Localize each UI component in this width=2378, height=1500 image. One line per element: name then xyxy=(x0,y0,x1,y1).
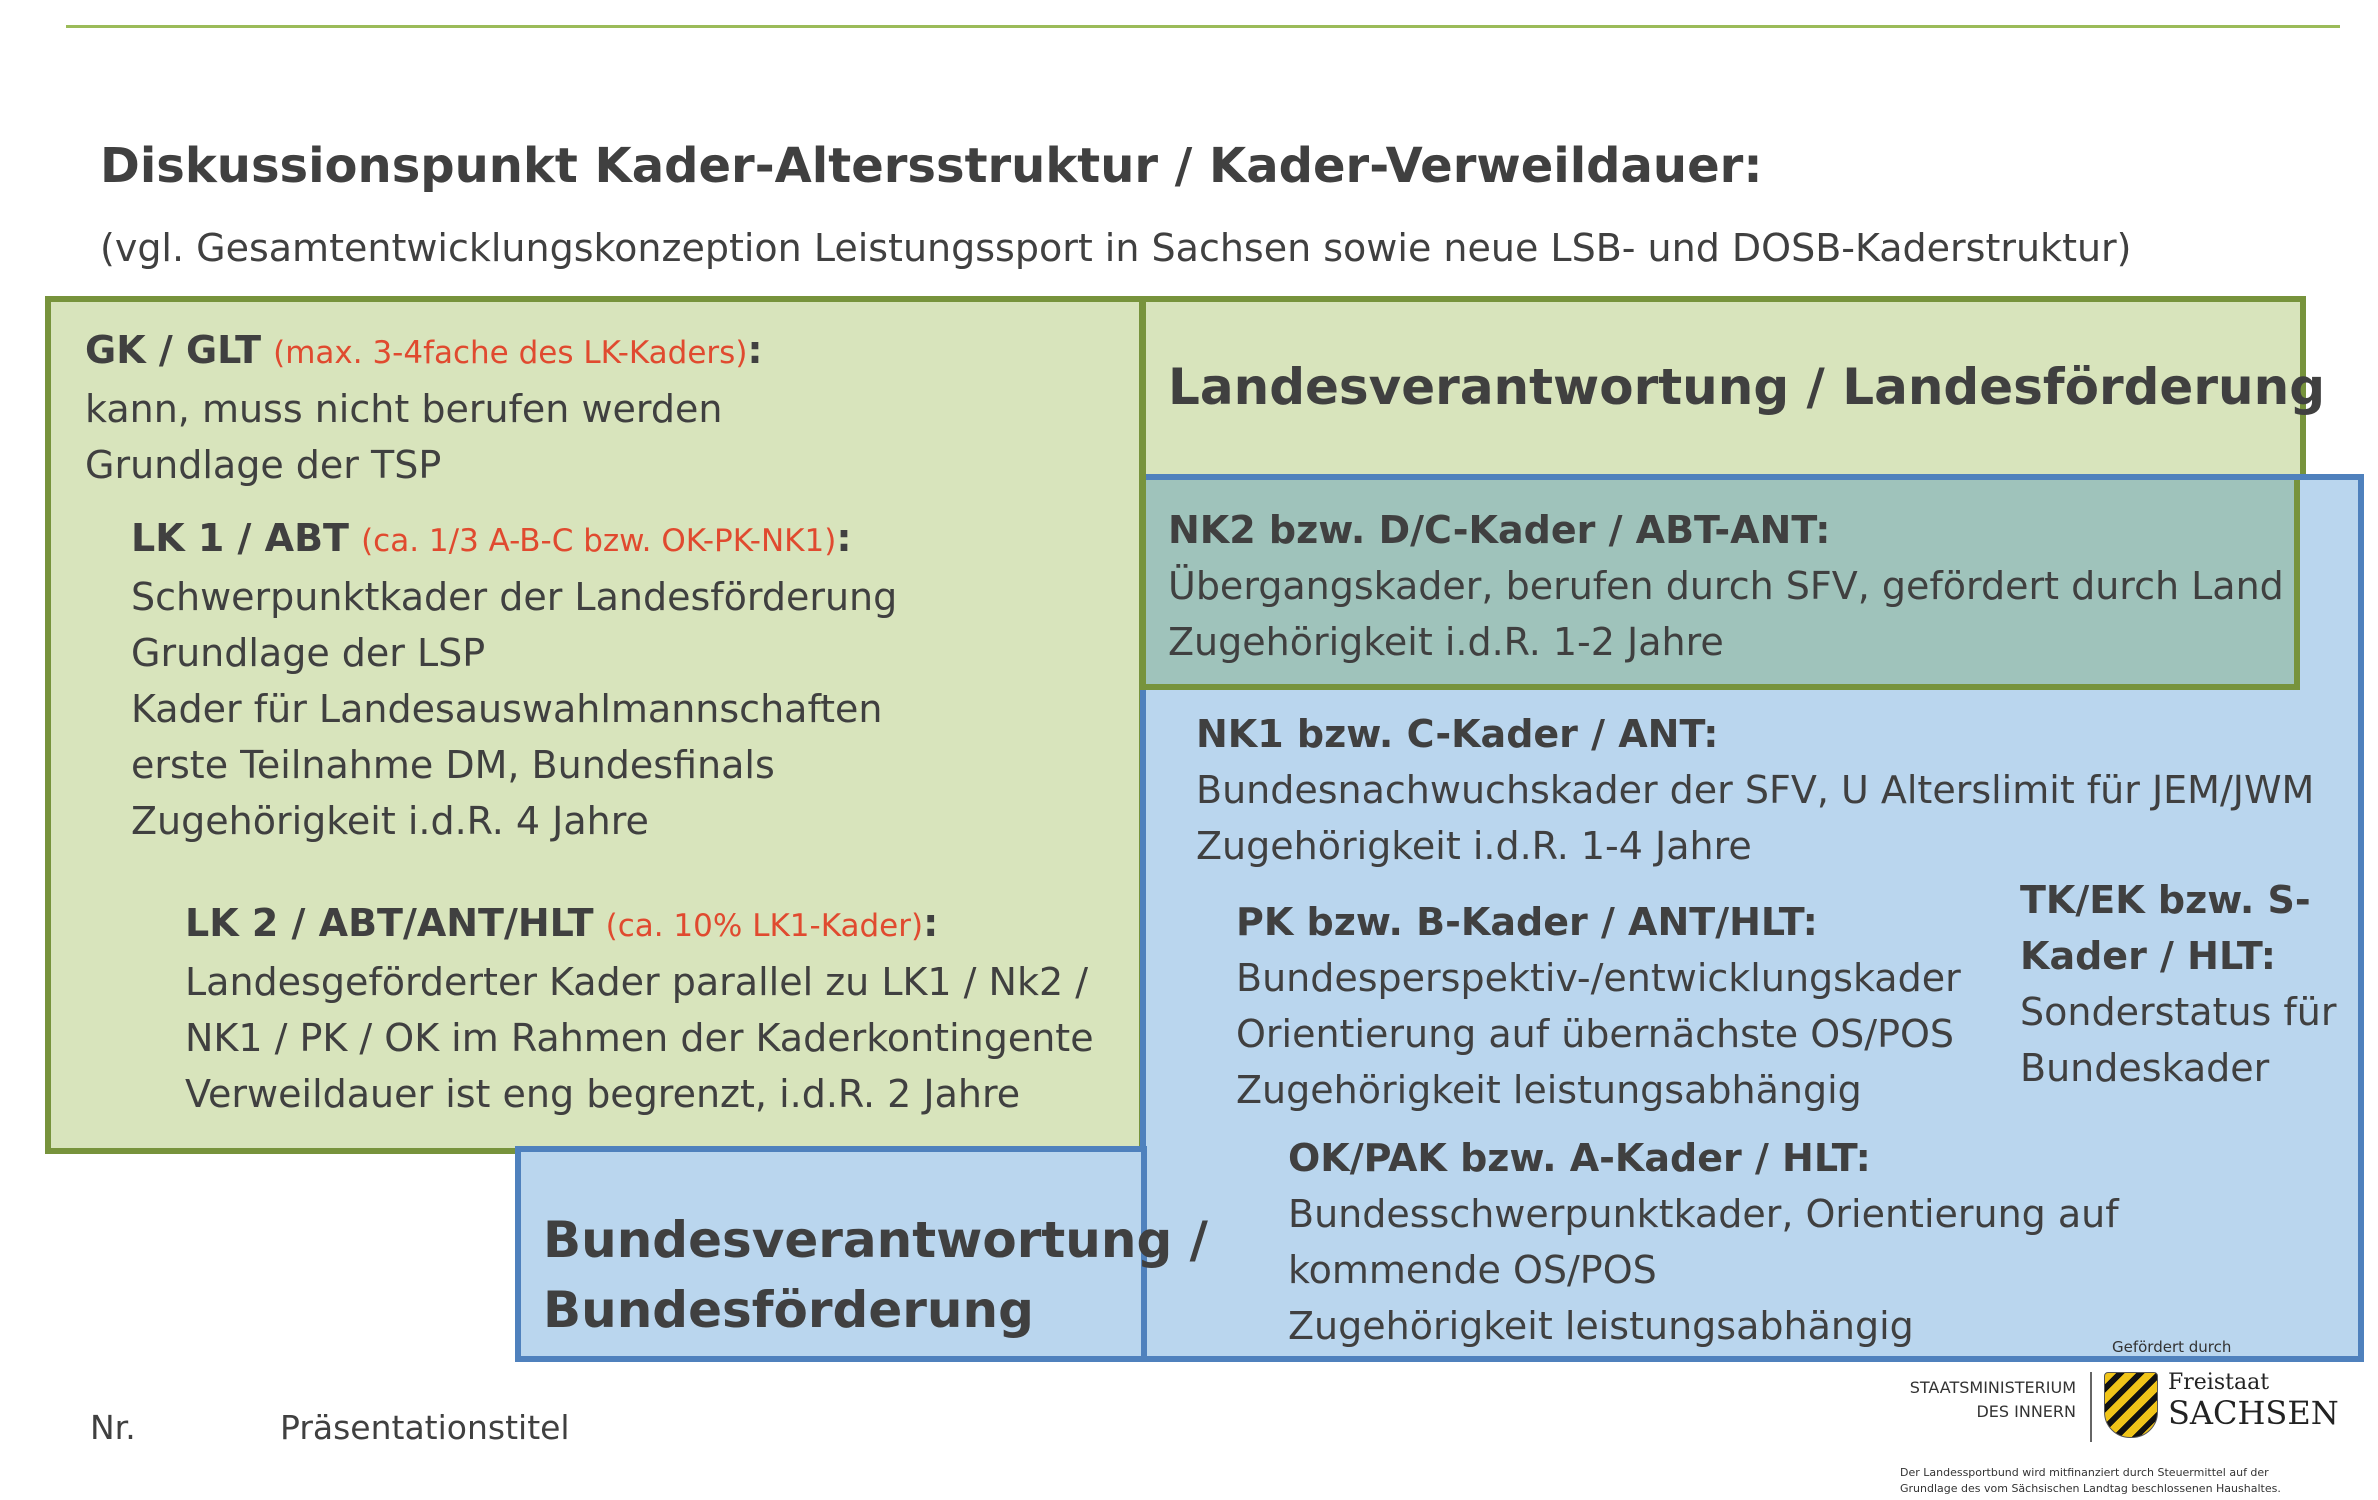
disclaimer-line2: Grundlage des vom Sächsischen Landtag beschlossenen Haushaltes. xyxy=(1900,1482,2281,1495)
pk-block xyxy=(1236,894,1961,1118)
state-line2: SACHSEN xyxy=(2168,1394,2339,1432)
gk-line: Grundlage der TSP xyxy=(85,443,442,487)
lk2-block: LK 2 / ABT/ANT/HLT (ca. 10% LK1-Kader): Landesgeförderter Kader parallel zu LK1 / Nk2 / NK1 / PK / OK im Rahmen der Kaderkontingente Verweildauer ist eng begrenzt, i.d.R. 2 Jahre xyxy=(185,895,1094,1122)
pk-title: PK bzw. B-Kader / ANT/HLT: xyxy=(1236,900,1818,944)
gk-note: (max. 3-4fache des LK-Kaders) xyxy=(273,335,748,371)
nk2-title: NK2 bzw. D/C-Kader / ABT-ANT: xyxy=(1168,508,1831,552)
lk2-line: NK1 / PK / OK im Rahmen der Kaderkontingente xyxy=(185,1016,1094,1060)
lk1-line: Kader für Landesauswahlmannschaften xyxy=(131,687,883,731)
nk1-line: Zugehörigkeit i.d.R. 1-4 Jahre xyxy=(1196,824,1752,868)
top-rule xyxy=(66,25,2340,28)
lk1-line: erste Teilnahme DM, Bundesfinals xyxy=(131,743,775,787)
lk2-line: Verweildauer ist eng begrenzt, i.d.R. 2 Jahre xyxy=(185,1072,1021,1116)
lk1-line: Zugehörigkeit i.d.R. 4 Jahre xyxy=(131,799,649,843)
slide-title: Diskussionspunkt Kader-Altersstruktur / Kader-Verweildauer: xyxy=(100,138,1763,194)
disclaimer-line1: Der Landessportbund wird mitfinanziert durch Steuermittel auf der xyxy=(1900,1466,2269,1479)
state-heading: Landesverantwortung / Landesförderung xyxy=(1168,358,2325,416)
lk2-note: (ca. 10% LK1-Kader) xyxy=(605,908,924,944)
slide-subtitle: (vgl. Gesamtentwicklungskonzeption Leistungssport in Sachsen sowie neue LSB- und DOSB-Kaderstruktur) xyxy=(100,226,2132,270)
gk-block: GK / GLT (max. 3-4fache des LK-Kaders): kann, muss nicht berufen werden Grundlage der TSP xyxy=(85,322,763,493)
ok-line: kommende OS/POS xyxy=(1288,1248,1657,1292)
federal-heading: Bundesverantwortung / Bundesförderung xyxy=(543,1211,1208,1339)
lk2-title: LK 2 / ABT/ANT/HLT xyxy=(185,901,594,945)
gk-title: GK / GLT xyxy=(85,328,262,372)
gk-line: kann, muss nicht berufen werden xyxy=(85,387,723,431)
nk2-line: Zugehörigkeit i.d.R. 1-2 Jahre xyxy=(1168,620,1724,664)
tk-block xyxy=(2020,872,2337,1096)
ok-line: Zugehörigkeit leistungsabhängig xyxy=(1288,1304,1914,1348)
tk-line: Bundeskader xyxy=(2020,1046,2270,1090)
nk2-line: Übergangskader, berufen durch SFV, gefördert durch Land xyxy=(1168,564,2284,608)
lk2-line: Landesgeförderter Kader parallel zu LK1 / Nk2 / xyxy=(185,960,1089,1004)
pk-line: Zugehörigkeit leistungsabhängig xyxy=(1236,1068,1862,1112)
ok-block xyxy=(1288,1130,2119,1354)
tk-title: TK/EK bzw. S- xyxy=(2020,878,2311,922)
ok-line: Bundesschwerpunktkader, Orientierung auf xyxy=(1288,1192,2119,1236)
tk-title: Kader / HLT: xyxy=(2020,934,2276,978)
state-line1: Freistaat xyxy=(2168,1370,2270,1395)
pk-line: Orientierung auf übernächste OS/POS xyxy=(1236,1012,1955,1056)
nk1-title: NK1 bzw. C-Kader / ANT: xyxy=(1196,712,1719,756)
lk1-line: Grundlage der LSP xyxy=(131,631,486,675)
lk1-note: (ca. 1/3 A-B-C bzw. OK-PK-NK1) xyxy=(361,523,837,559)
tk-line: Sonderstatus für xyxy=(2020,990,2337,1034)
nk1-block xyxy=(1196,706,2314,874)
nk2-block xyxy=(1168,502,2284,670)
logo-divider xyxy=(2090,1372,2092,1442)
ministry-line2: DES INNERN xyxy=(1976,1402,2076,1421)
funded-by-label: Gefördert durch xyxy=(2112,1338,2232,1356)
lk1-block: LK 1 / ABT (ca. 1/3 A-B-C bzw. OK-PK-NK1): Schwerpunktkader der Landesförderung Grundlage der LSP Kader für Landesauswahlmannschaften erste Teilnahme DM, Bundesfinals Zugehörigkeit i.d.R. 4 Jahre xyxy=(131,510,897,849)
lk1-line: Schwerpunktkader der Landesförderung xyxy=(131,575,898,619)
nk1-line: Bundesnachwuchskader der SFV, U Alterslimit für JEM/JWM xyxy=(1196,768,2315,812)
saxony-coat-of-arms-icon xyxy=(2104,1372,2158,1438)
ministry-line1: STAATSMINISTERIUM xyxy=(1909,1378,2076,1397)
lk1-title: LK 1 / ABT xyxy=(131,516,349,560)
overlap-left-border xyxy=(1140,474,1146,690)
ok-title: OK/PAK bzw. A-Kader / HLT: xyxy=(1288,1136,1871,1180)
slide-number: Nr. xyxy=(90,1408,136,1447)
presentation-title: Präsentationstitel xyxy=(280,1408,570,1447)
pk-line: Bundesperspektiv-/entwicklungskader xyxy=(1236,956,1961,1000)
